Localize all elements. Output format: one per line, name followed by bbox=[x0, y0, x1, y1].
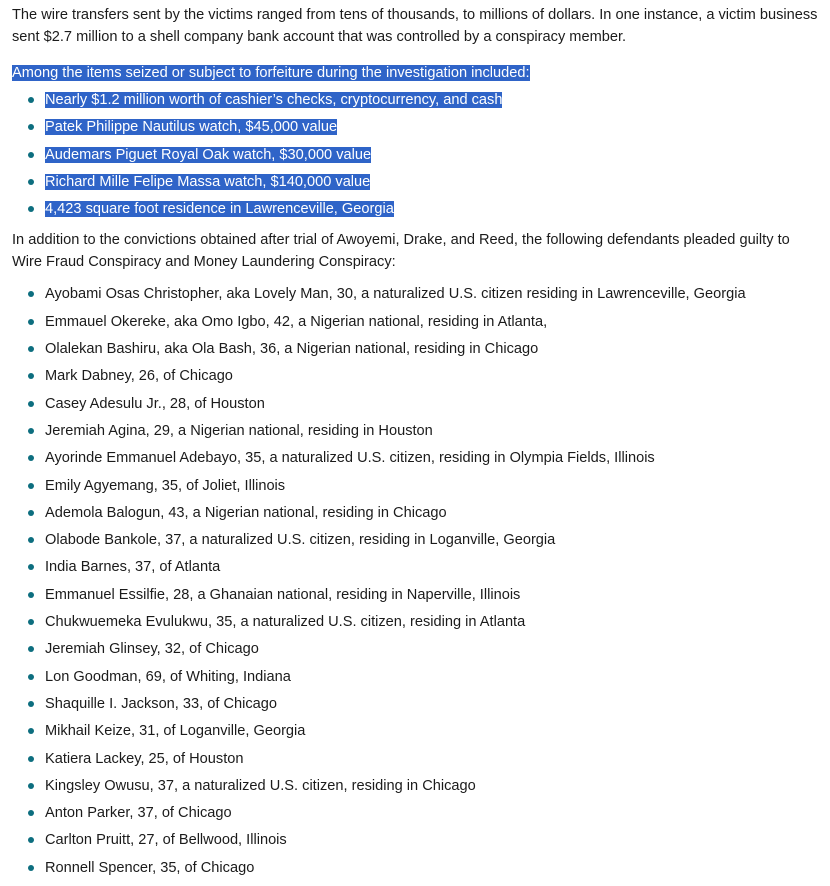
list-item bbox=[12, 91, 822, 118]
wire-transfer-paragraph: The wire transfers sent by the victims ranged from tens of thousands, to millions of dollars. In one instance, a victim business sent $2.7 million to a shell company bank account that was controlled by a conspiracy member. bbox=[12, 7, 818, 45]
bullet-icon bbox=[28, 291, 34, 297]
defendant-text: Kingsley Owusu, 37, a naturalized U.S. citizen, residing in Chicago bbox=[45, 777, 476, 794]
list-item bbox=[12, 558, 822, 585]
defendant-text: Chukwuemeka Evulukwu, 35, a naturalized U.S. citizen, residing in Atlanta bbox=[45, 614, 526, 631]
list-item bbox=[12, 367, 822, 394]
defendant-text: Anton Parker, 37, of Chicago bbox=[45, 805, 232, 822]
defendant-text: Emmanuel Essilfie, 28, a Ghanaian national, residing in Naperville, Illinois bbox=[45, 586, 521, 603]
bullet-icon bbox=[28, 206, 34, 212]
defendant-text: Ademola Balogun, 43, a Nigerian national, residing in Chicago bbox=[45, 504, 447, 521]
list-item bbox=[12, 395, 822, 422]
bullet-icon bbox=[28, 646, 34, 652]
defendant-text: Jeremiah Agina, 29, a Nigerian national, residing in Houston bbox=[45, 422, 433, 439]
list-item bbox=[12, 613, 822, 640]
bullet-icon bbox=[28, 373, 34, 379]
bullet-icon bbox=[28, 401, 34, 407]
defendant-text: Lon Goodman, 69, of Whiting, Indiana bbox=[45, 668, 291, 685]
bullet-icon bbox=[28, 701, 34, 707]
bullet-icon bbox=[28, 810, 34, 816]
bullet-icon bbox=[28, 97, 34, 103]
bullet-icon bbox=[28, 756, 34, 762]
bullet-icon bbox=[28, 124, 34, 130]
defendant-text: Ronnell Spencer, 35, of Chicago bbox=[45, 859, 255, 876]
defendant-text: Shaquille I. Jackson, 33, of Chicago bbox=[45, 695, 278, 712]
seized-items-list bbox=[12, 91, 822, 227]
bullet-icon bbox=[28, 455, 34, 461]
defendant-text: India Barnes, 37, of Atlanta bbox=[45, 559, 221, 576]
defendant-text: Ayorinde Emmanuel Adebayo, 35, a naturalized U.S. citizen, residing in Olympia Fields, Illinois bbox=[45, 450, 655, 467]
list-item bbox=[12, 695, 822, 722]
bullet-icon bbox=[28, 564, 34, 570]
seized-item-text: Nearly $1.2 million worth of cashier’s checks, cryptocurrency, and cash bbox=[45, 92, 503, 108]
seized-items-lead bbox=[12, 64, 822, 82]
defendant-text: Emily Agyemang, 35, of Joliet, Illinois bbox=[45, 477, 286, 494]
seized-item-text: Patek Philippe Nautilus watch, $45,000 value bbox=[45, 119, 338, 136]
list-item bbox=[12, 586, 822, 613]
defendant-text: Carlton Pruitt, 27, of Bellwood, Illinois bbox=[45, 832, 287, 849]
bullet-icon bbox=[28, 537, 34, 543]
defendant-text: Ayobami Osas Christopher, aka Lovely Man, 30, a naturalized U.S. citizen residing in Lawrenceville, Georgia bbox=[45, 286, 746, 303]
list-item bbox=[12, 118, 822, 145]
article-body bbox=[12, 0, 822, 886]
list-item bbox=[12, 777, 822, 804]
list-item bbox=[12, 340, 822, 367]
bullet-icon bbox=[28, 152, 34, 158]
defendant-text: Emmauel Okereke, aka Omo Igbo, 42, a Nigerian national, residing in Atlanta, bbox=[45, 313, 548, 330]
defendant-text: Mark Dabney, 26, of Chicago bbox=[45, 368, 233, 385]
defendant-text: Olabode Bankole, 37, a naturalized U.S. citizen, residing in Loganville, Georgia bbox=[45, 532, 556, 549]
list-item bbox=[12, 173, 822, 200]
seized-item-text: 4,423 square foot residence in Lawrenceville, Georgia bbox=[45, 201, 394, 218]
list-item bbox=[12, 722, 822, 749]
bullet-icon bbox=[28, 510, 34, 516]
bullet-icon bbox=[28, 428, 34, 434]
bullet-icon bbox=[28, 179, 34, 185]
list-item bbox=[12, 640, 822, 667]
defendant-text: Mikhail Keize, 31, of Loganville, Georgia bbox=[45, 723, 306, 740]
list-item bbox=[12, 200, 822, 227]
list-item bbox=[12, 804, 822, 831]
list-item bbox=[12, 831, 822, 858]
list-item bbox=[12, 313, 822, 340]
bullet-icon bbox=[28, 674, 34, 680]
seized-items-lead-text: Among the items seized or subject to forfeiture during the investigation included: bbox=[12, 65, 530, 81]
defendant-text: Casey Adesulu Jr., 28, of Houston bbox=[45, 395, 265, 412]
list-item bbox=[12, 422, 822, 449]
bullet-icon bbox=[28, 837, 34, 843]
seized-item-text: Audemars Piguet Royal Oak watch, $30,000 value bbox=[45, 146, 372, 163]
bullet-icon bbox=[28, 619, 34, 625]
list-item bbox=[12, 449, 822, 476]
bullet-icon bbox=[28, 346, 34, 352]
list-item bbox=[12, 504, 822, 531]
defendant-text: Jeremiah Glinsey, 32, of Chicago bbox=[45, 641, 259, 658]
list-item bbox=[12, 668, 822, 695]
bullet-icon bbox=[28, 865, 34, 871]
bullet-icon bbox=[28, 728, 34, 734]
seized-item-text: Richard Mille Felipe Massa watch, $140,000 value bbox=[45, 173, 371, 190]
defendants-list bbox=[12, 285, 822, 886]
bullet-icon bbox=[28, 592, 34, 598]
list-item bbox=[12, 477, 822, 504]
defendant-text: Katiera Lackey, 25, of Houston bbox=[45, 750, 244, 767]
list-item bbox=[12, 859, 822, 886]
bullet-icon bbox=[28, 319, 34, 325]
defendant-text: Olalekan Bashiru, aka Ola Bash, 36, a Nigerian national, residing in Chicago bbox=[45, 341, 539, 358]
list-item bbox=[12, 285, 822, 312]
list-item bbox=[12, 531, 822, 558]
bullet-icon bbox=[28, 783, 34, 789]
list-item bbox=[12, 146, 822, 173]
list-item bbox=[12, 750, 822, 777]
bullet-icon bbox=[28, 483, 34, 489]
convictions-paragraph: In addition to the convictions obtained after trial of Awoyemi, Drake, and Reed, the following defendants pleaded guilty to Wire Fraud Conspiracy and Money Laundering Conspiracy: bbox=[12, 232, 790, 270]
